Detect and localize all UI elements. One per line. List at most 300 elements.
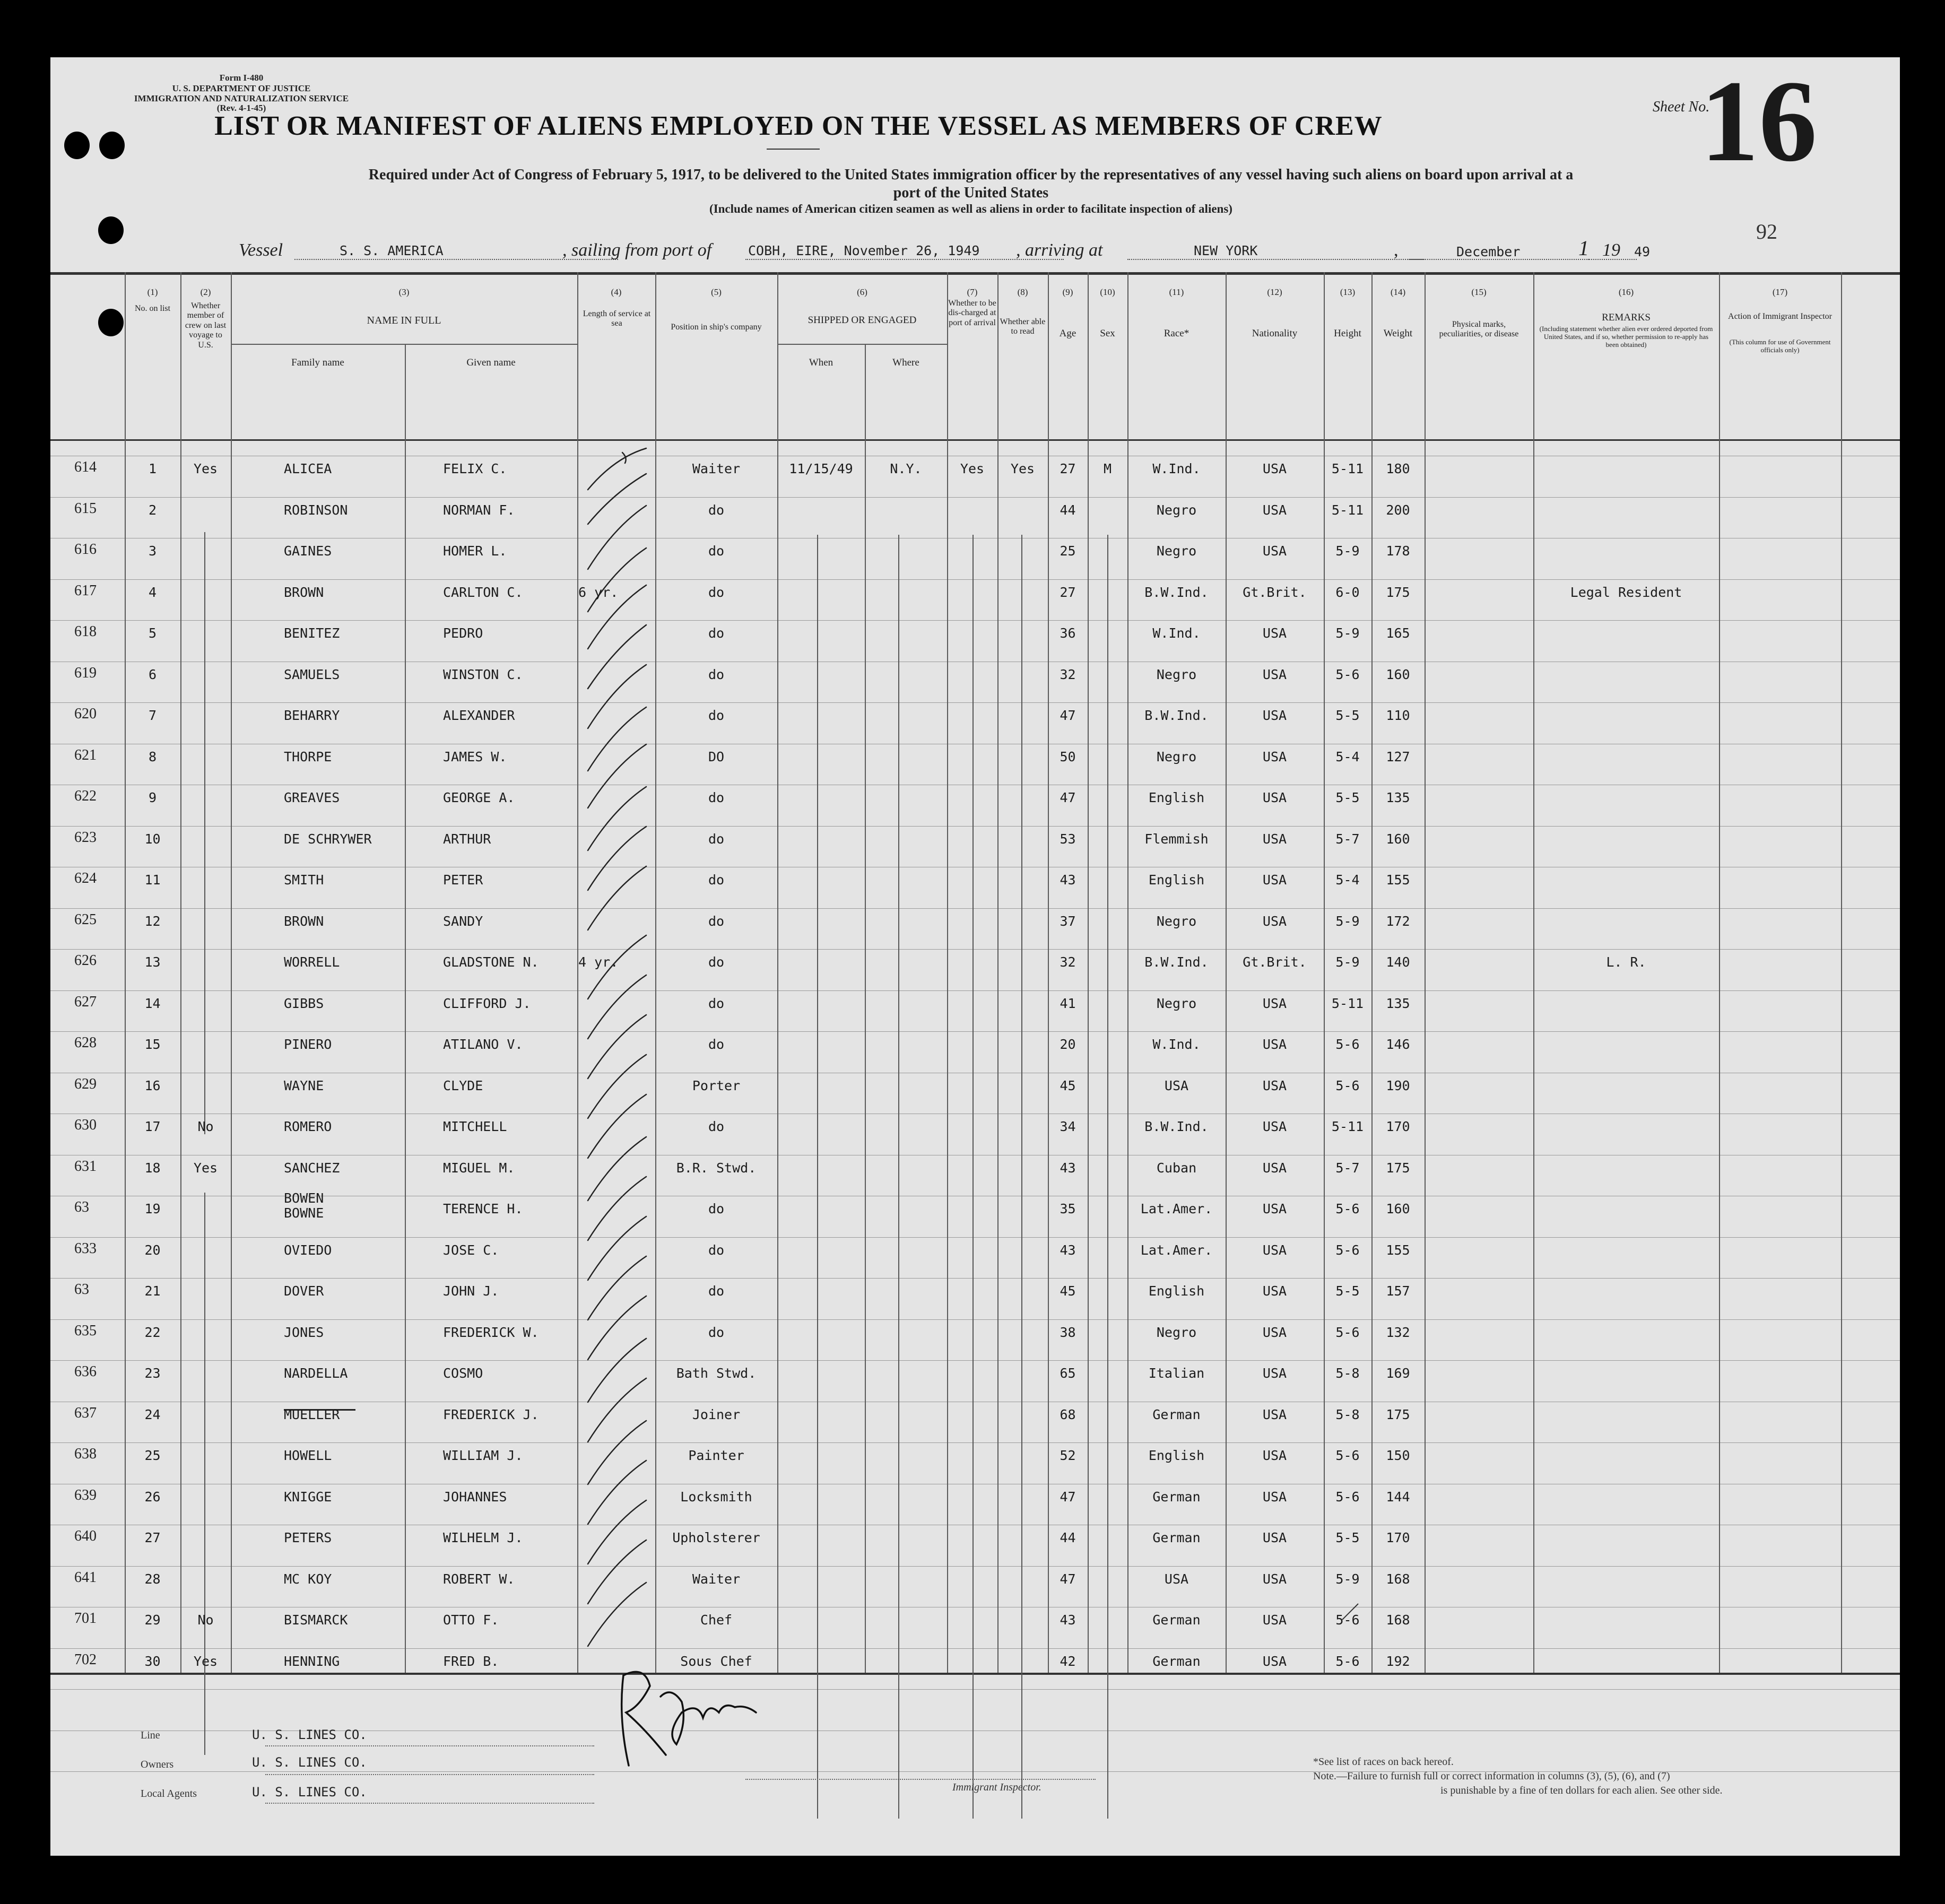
cell-remarks: L. R. bbox=[1606, 954, 1646, 970]
punch-hole bbox=[98, 216, 124, 244]
cell-given: GEORGE A. bbox=[443, 790, 515, 805]
table-row bbox=[50, 1603, 1900, 1644]
cell-height: 5-9 bbox=[1335, 913, 1360, 929]
cell-race: German bbox=[1152, 1489, 1201, 1505]
table-row bbox=[50, 493, 1900, 534]
cell-weight: 175 bbox=[1386, 1406, 1410, 1422]
cell-no: 23 bbox=[144, 1366, 161, 1381]
cell-height: 5-6 bbox=[1335, 1077, 1360, 1093]
cell-weight: 169 bbox=[1386, 1366, 1410, 1381]
cell-height: 5-4 bbox=[1335, 872, 1360, 888]
cell-race: Negro bbox=[1156, 666, 1197, 682]
cell-age: 65 bbox=[1060, 1366, 1076, 1381]
cell-weight: 110 bbox=[1386, 708, 1410, 723]
cell-age: 52 bbox=[1060, 1448, 1076, 1463]
cell-race: Italian bbox=[1148, 1366, 1205, 1381]
agents-label: Local Agents bbox=[141, 1788, 197, 1799]
manifest-line-number: 63 bbox=[74, 1199, 89, 1215]
cell-weight: 175 bbox=[1386, 1160, 1410, 1176]
cell-crew: Yes bbox=[193, 1653, 218, 1669]
manifest-line-number: 640 bbox=[74, 1528, 97, 1544]
cell-position: Waiter bbox=[692, 461, 741, 476]
cell-nat: USA bbox=[1262, 1119, 1287, 1134]
cell-position: Locksmith bbox=[680, 1489, 752, 1505]
cell-nat: USA bbox=[1262, 790, 1287, 805]
cell-no: 13 bbox=[144, 954, 161, 970]
table-row bbox=[50, 575, 1900, 616]
cell-family: BOWEN bbox=[284, 1190, 324, 1206]
cell-position: Joiner bbox=[692, 1406, 741, 1422]
cell-family: ROMERO bbox=[284, 1119, 332, 1134]
cell-weight: 144 bbox=[1386, 1489, 1410, 1505]
cell-weight: 160 bbox=[1386, 1201, 1410, 1216]
manifest-line-number: 637 bbox=[74, 1404, 97, 1421]
cell-no: 4 bbox=[148, 584, 157, 600]
cell-height: 5-7 bbox=[1335, 1160, 1360, 1176]
cell-race: English bbox=[1148, 1448, 1205, 1463]
cell-weight: 165 bbox=[1386, 625, 1410, 641]
arrival-port: NEW YORK bbox=[1194, 243, 1258, 258]
table-row bbox=[50, 1315, 1900, 1357]
cell-given: FRED B. bbox=[443, 1653, 499, 1669]
cell-height: 5-6 bbox=[1335, 1489, 1360, 1505]
cell-height: 5-11 bbox=[1331, 1119, 1364, 1134]
cell-nat: USA bbox=[1262, 872, 1287, 888]
cell-weight: 170 bbox=[1386, 1119, 1410, 1134]
col-13-number: (13) bbox=[1340, 287, 1356, 297]
cell-race: German bbox=[1152, 1530, 1201, 1545]
cell-nat: USA bbox=[1262, 1037, 1287, 1052]
cell-position: do bbox=[708, 954, 725, 970]
cell-no: 2 bbox=[148, 502, 157, 518]
cell-given: MITCHELL bbox=[443, 1119, 507, 1134]
table-row bbox=[50, 1274, 1900, 1315]
cell-crew: No bbox=[197, 1119, 214, 1134]
col-header-when: When bbox=[809, 357, 833, 368]
cell-given: SANDY bbox=[443, 913, 483, 929]
cell-given: HOMER L. bbox=[443, 543, 507, 559]
col-header-name: NAME IN FULL bbox=[367, 315, 441, 326]
table-row bbox=[50, 863, 1900, 904]
cell-family: BEHARRY bbox=[284, 708, 340, 723]
manifest-line-number: 633 bbox=[74, 1240, 97, 1257]
cell-given: JAMES W. bbox=[443, 749, 507, 764]
col-header-length-service: Length of service at sea bbox=[583, 309, 651, 328]
cell-given: ATILANO V. bbox=[443, 1037, 523, 1052]
cell-nat: USA bbox=[1262, 1242, 1287, 1258]
cell-age: 27 bbox=[1060, 584, 1076, 600]
owners-label: Owners bbox=[141, 1759, 174, 1770]
table-row bbox=[50, 1480, 1900, 1521]
cell-height: 5-9 bbox=[1335, 1571, 1360, 1587]
cell-given: WILLIAM J. bbox=[443, 1448, 523, 1463]
manifest-line-number: 631 bbox=[74, 1158, 97, 1175]
cell-family-struck: BOWNE bbox=[284, 1205, 324, 1221]
cell-weight: 160 bbox=[1386, 831, 1410, 847]
col-7-number: (7) bbox=[967, 287, 978, 297]
cell-age: 50 bbox=[1060, 749, 1076, 764]
cell-age: 68 bbox=[1060, 1406, 1076, 1422]
cell-nat: USA bbox=[1262, 1448, 1287, 1463]
manifest-line-number: 622 bbox=[74, 788, 97, 804]
cell-weight: 175 bbox=[1386, 584, 1410, 600]
col-header-list-no: No. on list bbox=[134, 304, 171, 313]
cell-family: SAMUELS bbox=[284, 666, 340, 682]
cell-given: JOHANNES bbox=[443, 1489, 507, 1505]
col-4-number: (4) bbox=[611, 287, 622, 297]
cell-given: JOSE C. bbox=[443, 1242, 499, 1258]
cell-given: WILHELM J. bbox=[443, 1530, 523, 1545]
cell-given: GLADSTONE N. bbox=[443, 954, 539, 970]
inspector-label: Immigrant Inspector. bbox=[952, 1781, 1041, 1793]
cell-age: 38 bbox=[1060, 1324, 1076, 1340]
cell-crew: Yes bbox=[193, 461, 218, 476]
cell-age: 34 bbox=[1060, 1119, 1076, 1134]
col-1-number: (1) bbox=[147, 287, 158, 297]
race-note: *See list of races on back hereof. bbox=[1313, 1756, 1454, 1768]
cell-no: 7 bbox=[148, 708, 157, 723]
cell-family: WAYNE bbox=[284, 1077, 324, 1093]
cell-nat: USA bbox=[1262, 1160, 1287, 1176]
cell-height: 5-9 bbox=[1335, 625, 1360, 641]
cell-height: 5-4 bbox=[1335, 749, 1360, 764]
table-row bbox=[50, 534, 1900, 575]
cell-remarks: Legal Resident bbox=[1570, 584, 1682, 600]
sailing-label: , sailing from port of bbox=[562, 240, 712, 260]
form-id-block bbox=[188, 73, 294, 83]
cell-given: CLYDE bbox=[443, 1077, 483, 1093]
cell-weight: 135 bbox=[1386, 790, 1410, 805]
cell-nat: USA bbox=[1262, 1077, 1287, 1093]
arrival-day: 1 bbox=[1578, 236, 1589, 260]
service-name: IMMIGRATION AND NATURALIZATION SERVICE bbox=[134, 93, 349, 103]
table-row bbox=[50, 780, 1900, 822]
cell-position: do bbox=[708, 1242, 725, 1258]
cell-no: 25 bbox=[144, 1448, 161, 1463]
cell-height: 5-5 bbox=[1335, 790, 1360, 805]
cell-crew: No bbox=[197, 1612, 214, 1628]
cell-no: 18 bbox=[144, 1160, 161, 1176]
col-17-number: (17) bbox=[1772, 287, 1788, 297]
cell-no: 1 bbox=[148, 461, 157, 476]
manifest-line-number: 702 bbox=[74, 1651, 97, 1668]
col-header-given-name: Given name bbox=[466, 357, 516, 368]
manifest-line-number: 628 bbox=[74, 1034, 97, 1051]
cell-age: 20 bbox=[1060, 1037, 1076, 1052]
subtitle-line-2: port of the United States bbox=[893, 184, 1049, 201]
cell-position: do bbox=[708, 872, 725, 888]
cell-age: 45 bbox=[1060, 1077, 1076, 1093]
col-header-nationality: Nationality bbox=[1252, 328, 1298, 339]
table-row bbox=[50, 1233, 1900, 1274]
cell-nat: USA bbox=[1262, 1653, 1287, 1669]
cell-weight: 180 bbox=[1386, 461, 1410, 476]
cell-race: Negro bbox=[1156, 995, 1197, 1011]
col-header-read: Whether able to read bbox=[1000, 317, 1046, 336]
subtitle-line-1: Required under Act of Congress of February 5, 1917, to be delivered to the United States immigration officer by the representatives of any vessel having such aliens on board upon arrival at a bbox=[368, 167, 1574, 183]
cell-family: WORRELL bbox=[284, 954, 340, 970]
cell-given: WINSTON C. bbox=[443, 666, 523, 682]
cell-nat: USA bbox=[1262, 1201, 1287, 1216]
vessel-name: S. S. AMERICA bbox=[340, 243, 444, 258]
cell-family: BISMARCK bbox=[284, 1612, 348, 1628]
col-header-shipped: SHIPPED OR ENGAGED bbox=[807, 315, 917, 326]
col-16-number: (16) bbox=[1618, 287, 1634, 297]
page-number: 92 bbox=[1756, 220, 1777, 244]
cell-position: do bbox=[708, 1037, 725, 1052]
cell-family: MC KOY bbox=[284, 1571, 332, 1587]
cell-age: 44 bbox=[1060, 502, 1076, 518]
cell-no: 26 bbox=[144, 1489, 161, 1505]
cell-height: 5-5 bbox=[1335, 1283, 1360, 1299]
cell-weight: 127 bbox=[1386, 749, 1410, 764]
cell-race: B.W.Ind. bbox=[1144, 708, 1209, 723]
table-row bbox=[50, 657, 1900, 699]
cell-weight: 140 bbox=[1386, 954, 1410, 970]
table-row bbox=[50, 1151, 1900, 1192]
manifest-line-number: 616 bbox=[74, 541, 97, 558]
cell-given: FREDERICK J. bbox=[443, 1406, 539, 1422]
cell-height: 5-9 bbox=[1335, 543, 1360, 559]
cell-height: 5-11 bbox=[1331, 461, 1364, 476]
cell-nat: USA bbox=[1262, 749, 1287, 764]
col-header-discharged: Whether to be dis-charged at port of arrival bbox=[948, 299, 996, 327]
cell-height: 5-6 bbox=[1335, 1653, 1360, 1669]
table-row bbox=[50, 945, 1900, 986]
cell-no: 14 bbox=[144, 995, 161, 1011]
cell-race: B.W.Ind. bbox=[1144, 584, 1209, 600]
cell-family: HENNING bbox=[284, 1653, 340, 1669]
manifest-line-number: 614 bbox=[74, 459, 97, 475]
penalty-note-2: is punishable by a fine of ten dollars for each alien. See other side. bbox=[1440, 1785, 1723, 1796]
cell-nat: Gt.Brit. bbox=[1243, 584, 1307, 600]
cell-weight: 168 bbox=[1386, 1612, 1410, 1628]
table-row bbox=[50, 1520, 1900, 1562]
cell-service: 4 yr. bbox=[578, 954, 619, 970]
cell-age: 43 bbox=[1060, 1612, 1076, 1628]
table-row bbox=[50, 1562, 1900, 1603]
cell-weight: 200 bbox=[1386, 502, 1410, 518]
table-row bbox=[50, 740, 1900, 781]
cell-nat: USA bbox=[1262, 1530, 1287, 1545]
sheet-number: 16 bbox=[1700, 56, 1817, 186]
cell-no: 30 bbox=[144, 1653, 161, 1669]
cell-position: do bbox=[708, 995, 725, 1011]
cell-no: 17 bbox=[144, 1119, 161, 1134]
cell-nat: USA bbox=[1262, 666, 1287, 682]
manifest-line-number: 630 bbox=[74, 1117, 97, 1133]
col-header-remarks-note: (Including statement whether alien ever ordered deported from United States, and if so, whether permission to re-apply has been obtained) bbox=[1539, 325, 1713, 349]
title-rule bbox=[767, 149, 820, 150]
cell-age: 47 bbox=[1060, 1489, 1076, 1505]
cell-height: 5-6 bbox=[1335, 1448, 1360, 1463]
manifest-line-number: 618 bbox=[74, 623, 97, 640]
cell-race: Negro bbox=[1156, 913, 1197, 929]
cell-age: 36 bbox=[1060, 625, 1076, 641]
col-9-number: (9) bbox=[1062, 287, 1073, 297]
manifest-line-number: 635 bbox=[74, 1322, 97, 1339]
cell-family: GIBBS bbox=[284, 995, 324, 1011]
cell-weight: 146 bbox=[1386, 1037, 1410, 1052]
cell-age: 42 bbox=[1060, 1653, 1076, 1669]
table-row bbox=[50, 451, 1900, 493]
cell-weight: 172 bbox=[1386, 913, 1410, 929]
arrival-year: 49 bbox=[1634, 244, 1651, 259]
cell-service: 6 yr. bbox=[578, 584, 619, 600]
col-header-height: Height bbox=[1334, 328, 1361, 339]
table-row bbox=[50, 1438, 1900, 1480]
cell-given: CARLTON C. bbox=[443, 584, 523, 600]
cell-position: B.R. Stwd. bbox=[676, 1160, 757, 1176]
cell-nat: USA bbox=[1262, 502, 1287, 518]
cell-crew: Yes bbox=[193, 1160, 218, 1176]
cell-given: OTTO F. bbox=[443, 1612, 499, 1628]
cell-family: BENITEZ bbox=[284, 625, 340, 641]
cell-race: German bbox=[1152, 1406, 1201, 1422]
cell-position: do bbox=[708, 1283, 725, 1299]
cell-position: Porter bbox=[692, 1077, 741, 1093]
cell-weight: 170 bbox=[1386, 1530, 1410, 1545]
manifest-line-number: 623 bbox=[74, 829, 97, 846]
col-8-number: (8) bbox=[1017, 287, 1028, 297]
cell-no: 11 bbox=[144, 872, 161, 888]
table-row bbox=[50, 1192, 1900, 1233]
cell-family: OVIEDO bbox=[284, 1242, 332, 1258]
manifest-line-number: 625 bbox=[74, 911, 97, 928]
cell-age: 35 bbox=[1060, 1201, 1076, 1216]
cell-age: 45 bbox=[1060, 1283, 1076, 1299]
col-header-position: Position in ship's company bbox=[671, 323, 762, 332]
cell-family: GAINES bbox=[284, 543, 332, 559]
cell-race: Flemmish bbox=[1144, 831, 1209, 847]
cell-age: 47 bbox=[1060, 1571, 1076, 1587]
table-row bbox=[50, 698, 1900, 740]
sailing-port: COBH, EIRE, November 26, 1949 bbox=[748, 243, 980, 258]
cell-position: do bbox=[708, 1201, 725, 1216]
cell-race: Negro bbox=[1156, 543, 1197, 559]
cell-height: 5-8 bbox=[1335, 1406, 1360, 1422]
table-row bbox=[50, 1109, 1900, 1151]
table-row bbox=[50, 1397, 1900, 1439]
cell-age: 44 bbox=[1060, 1530, 1076, 1545]
cell-discharged: Yes bbox=[960, 461, 985, 476]
cell-position: do bbox=[708, 502, 725, 518]
cell-read: Yes bbox=[1010, 461, 1035, 476]
cell-given: ALEXANDER bbox=[443, 708, 515, 723]
cell-no: 8 bbox=[148, 749, 157, 764]
form-id: Form I-480 bbox=[219, 73, 264, 83]
cell-weight: 168 bbox=[1386, 1571, 1410, 1587]
manifest-line-number: 626 bbox=[74, 952, 97, 969]
cell-nat: USA bbox=[1262, 1406, 1287, 1422]
cell-given: JOHN J. bbox=[443, 1283, 499, 1299]
cell-height: 5-6 bbox=[1335, 1324, 1360, 1340]
cell-weight: 178 bbox=[1386, 543, 1410, 559]
cell-given: COSMO bbox=[443, 1366, 483, 1381]
cell-position: do bbox=[708, 708, 725, 723]
col-header-age: Age bbox=[1059, 328, 1076, 339]
manifest-line-number: 621 bbox=[74, 746, 97, 763]
cell-age: 43 bbox=[1060, 1242, 1076, 1258]
cell-no: 22 bbox=[144, 1324, 161, 1340]
col-header-where: Where bbox=[892, 357, 919, 368]
cell-height: 5-11 bbox=[1331, 502, 1364, 518]
cell-given: MIGUEL M. bbox=[443, 1160, 515, 1176]
manifest-line-number: 627 bbox=[74, 993, 97, 1010]
cell-family: SANCHEZ bbox=[284, 1160, 340, 1176]
vessel-label: Vessel bbox=[239, 240, 283, 260]
form-revision: (Rev. 4-1-45) bbox=[216, 103, 266, 114]
cell-no: 6 bbox=[148, 666, 157, 682]
cell-nat: USA bbox=[1262, 1366, 1287, 1381]
cell-age: 43 bbox=[1060, 1160, 1076, 1176]
cell-sex: M bbox=[1103, 461, 1112, 476]
cell-position: Upholsterer bbox=[672, 1530, 760, 1545]
cell-race: Cuban bbox=[1156, 1160, 1197, 1176]
arrival-century: 19 bbox=[1602, 240, 1620, 260]
agents-value: U. S. LINES CO. bbox=[252, 1785, 367, 1799]
cell-race: English bbox=[1148, 1283, 1205, 1299]
cell-nat: USA bbox=[1262, 1612, 1287, 1628]
table-row bbox=[50, 1356, 1900, 1397]
col-10-number: (10) bbox=[1100, 287, 1115, 297]
cell-position: do bbox=[708, 790, 725, 805]
cell-no: 10 bbox=[144, 831, 161, 847]
cell-height: 5-8 bbox=[1335, 1366, 1360, 1381]
col-header-sex: Sex bbox=[1100, 328, 1115, 339]
cell-age: 47 bbox=[1060, 708, 1076, 723]
cell-when: 11/15/49 bbox=[789, 461, 853, 476]
inspector-signature bbox=[602, 1654, 761, 1776]
cell-height: 5-7 bbox=[1335, 831, 1360, 847]
cell-age: 43 bbox=[1060, 872, 1076, 888]
cell-weight: 155 bbox=[1386, 1242, 1410, 1258]
cell-position: Painter bbox=[688, 1448, 744, 1463]
manifest-line-number: 636 bbox=[74, 1363, 97, 1380]
cell-race: USA bbox=[1164, 1077, 1189, 1093]
cell-weight: 190 bbox=[1386, 1077, 1410, 1093]
cell-no: 12 bbox=[144, 913, 161, 929]
col-header-remarks: REMARKS bbox=[1602, 312, 1651, 323]
cell-no: 15 bbox=[144, 1037, 161, 1052]
cell-family: DOVER bbox=[284, 1283, 324, 1299]
cell-height: 5-11 bbox=[1331, 995, 1364, 1011]
cell-age: 47 bbox=[1060, 790, 1076, 805]
cell-race: English bbox=[1148, 872, 1205, 888]
col-header-family-name: Family name bbox=[291, 357, 344, 368]
cell-position: Sous Chef bbox=[680, 1653, 752, 1669]
cell-weight: 155 bbox=[1386, 872, 1410, 888]
cell-no: 20 bbox=[144, 1242, 161, 1258]
cell-family: PETERS bbox=[284, 1530, 332, 1545]
cell-race: Lat.Amer. bbox=[1140, 1242, 1213, 1258]
arriving-label: , arriving at bbox=[1016, 240, 1103, 260]
col-header-crew-last-voyage: Whether member of crew on last voyage to U.S. bbox=[185, 301, 227, 350]
cell-nat: USA bbox=[1262, 1283, 1287, 1299]
cell-race: Negro bbox=[1156, 749, 1197, 764]
cell-weight: 160 bbox=[1386, 666, 1410, 682]
cell-given: PEDRO bbox=[443, 625, 483, 641]
cell-no: 24 bbox=[144, 1406, 161, 1422]
cell-race: W.Ind. bbox=[1152, 461, 1201, 476]
cell-age: 37 bbox=[1060, 913, 1076, 929]
manifest-line-number: 619 bbox=[74, 664, 97, 681]
manifest-line-number: 63 bbox=[74, 1281, 89, 1298]
table-row bbox=[50, 616, 1900, 657]
cell-where: N.Y. bbox=[890, 461, 922, 476]
cell-race: Negro bbox=[1156, 1324, 1197, 1340]
arrival-month: December bbox=[1456, 244, 1521, 259]
